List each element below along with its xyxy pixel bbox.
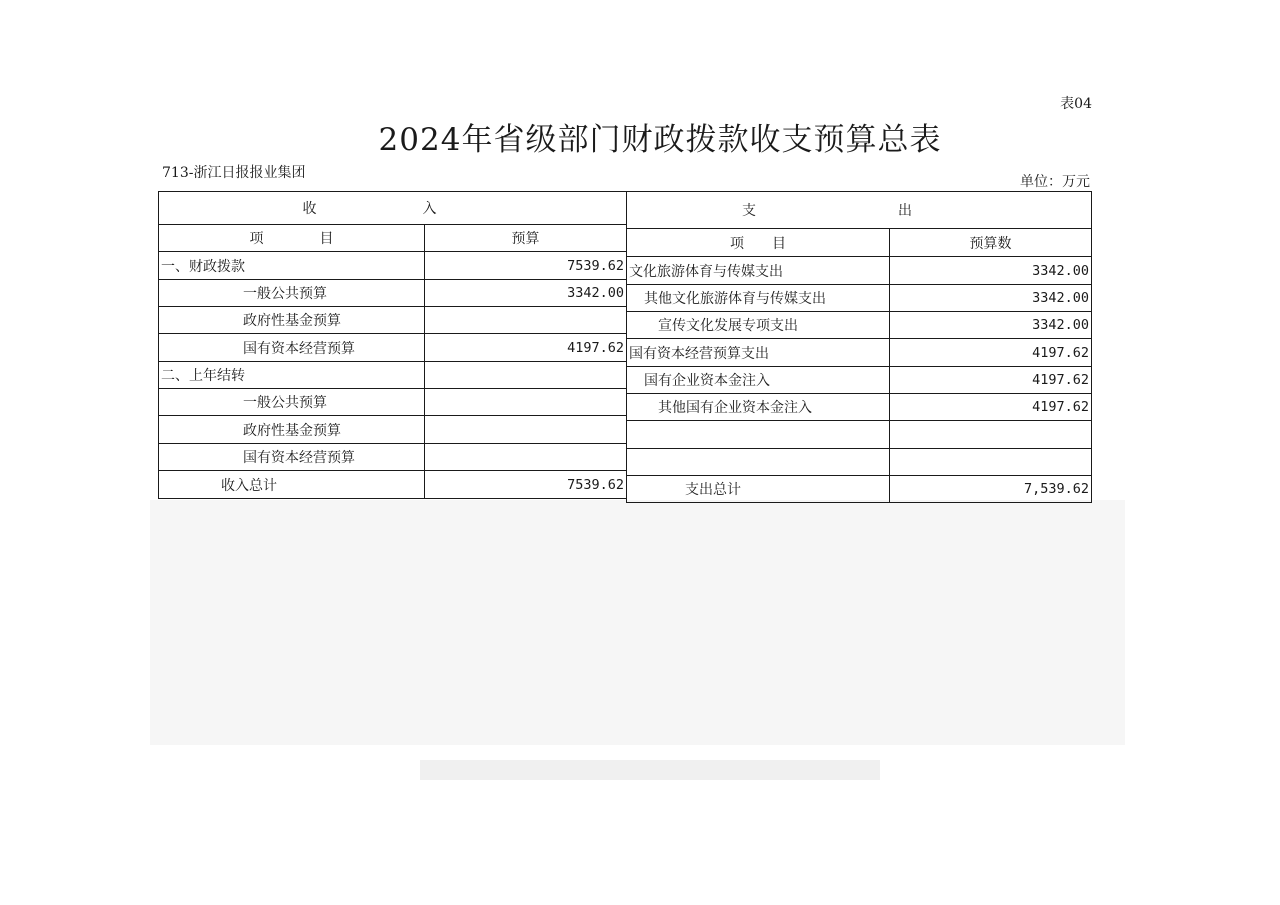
table-row [159,280,626,307]
table-row [159,252,626,280]
table-row [159,334,626,362]
income-item-value [424,362,626,388]
table-row [627,257,1091,285]
budget-table [158,191,1092,501]
income-column-row [159,225,626,252]
expense-col-item: 项 目 [730,235,786,252]
income-heading [159,192,626,224]
expense-item-value: 4197.62 [889,339,1091,366]
expense-item-value: 4197.62 [889,367,1091,393]
expense-total-label: 支出总计 [685,482,741,498]
expense-item-label: 国有资本经营预算支出 [629,345,769,362]
income-item-label: 政府性基金预算 [243,313,341,329]
income-total-label: 收入总计 [221,477,277,494]
income-item-value [424,307,626,333]
expense-heading-text: 支 出 [742,203,976,219]
income-col-item: 项 目 [249,231,334,247]
expense-item-value: 3342.00 [889,285,1091,311]
expense-item-value [889,449,1091,475]
income-item-value [424,444,626,470]
income-item-label: 二、上年结转 [161,368,245,384]
table-number: 表04 [1060,96,1092,112]
expense-heading [627,192,1091,228]
expense-item-label: 其他国有企业资本金注入 [658,400,812,416]
table-row [627,449,1091,476]
income-header-row [159,192,626,225]
income-item-label: 一般公共预算 [243,286,327,302]
table-row [627,367,1091,394]
income-item-value: 7539.62 [424,252,626,279]
expense-item-value: 3342.00 [889,257,1091,284]
unit-label: 单位：万元 [1020,174,1090,190]
table-row [159,389,626,416]
income-total-row [159,471,626,498]
expense-item-value: 4197.62 [889,394,1091,420]
table-row [627,339,1091,367]
income-item-value [424,416,626,443]
income-item-value: 3342.00 [424,280,626,306]
income-heading-text: 收 入 [302,201,483,217]
income-item-label: 一、财政拨款 [161,258,245,275]
expense-column-row [627,229,1091,257]
expense-item-value: 3342.00 [889,312,1091,338]
income-item-value: 4197.62 [424,334,626,361]
income-item-label: 政府性基金预算 [243,422,341,439]
expense-item-value [889,421,1091,448]
table-row [159,307,626,334]
table-row [627,421,1091,449]
income-item-label: 国有资本经营预算 [243,450,355,466]
expense-item-label: 文化旅游体育与传媒支出 [629,263,783,280]
expense-col-budget: 预算数 [889,229,1091,256]
income-total-value: 7539.62 [424,471,626,498]
table-row [627,312,1091,339]
expense-item-label: 宣传文化发展专项支出 [658,318,798,334]
table-row [159,362,626,389]
income-item-label: 国有资本经营预算 [243,340,355,357]
expense-section [626,191,1092,503]
expense-total-value: 7,539.62 [889,476,1091,502]
income-item-label: 一般公共预算 [243,395,327,411]
expense-item-label [629,421,889,448]
income-item-value [424,389,626,415]
table-row [159,416,626,444]
expense-total-row [627,476,1091,502]
page-title: 2024年省级部门财政拨款收支预算总表 [378,122,942,158]
table-row [627,394,1091,421]
scan-bleed-through-line [420,760,880,780]
income-section [158,191,627,499]
expense-item-label [629,449,889,475]
scan-bleed-through [150,500,1125,745]
expense-header-row [627,192,1091,229]
expense-item-label: 国有企业资本金注入 [644,373,770,389]
table-row [159,444,626,471]
income-col-budget: 预算 [424,225,626,251]
organization-label: 713-浙江日报报业集团 [162,165,306,181]
expense-item-label: 其他文化旅游体育与传媒支出 [644,291,826,307]
table-row [627,285,1091,312]
